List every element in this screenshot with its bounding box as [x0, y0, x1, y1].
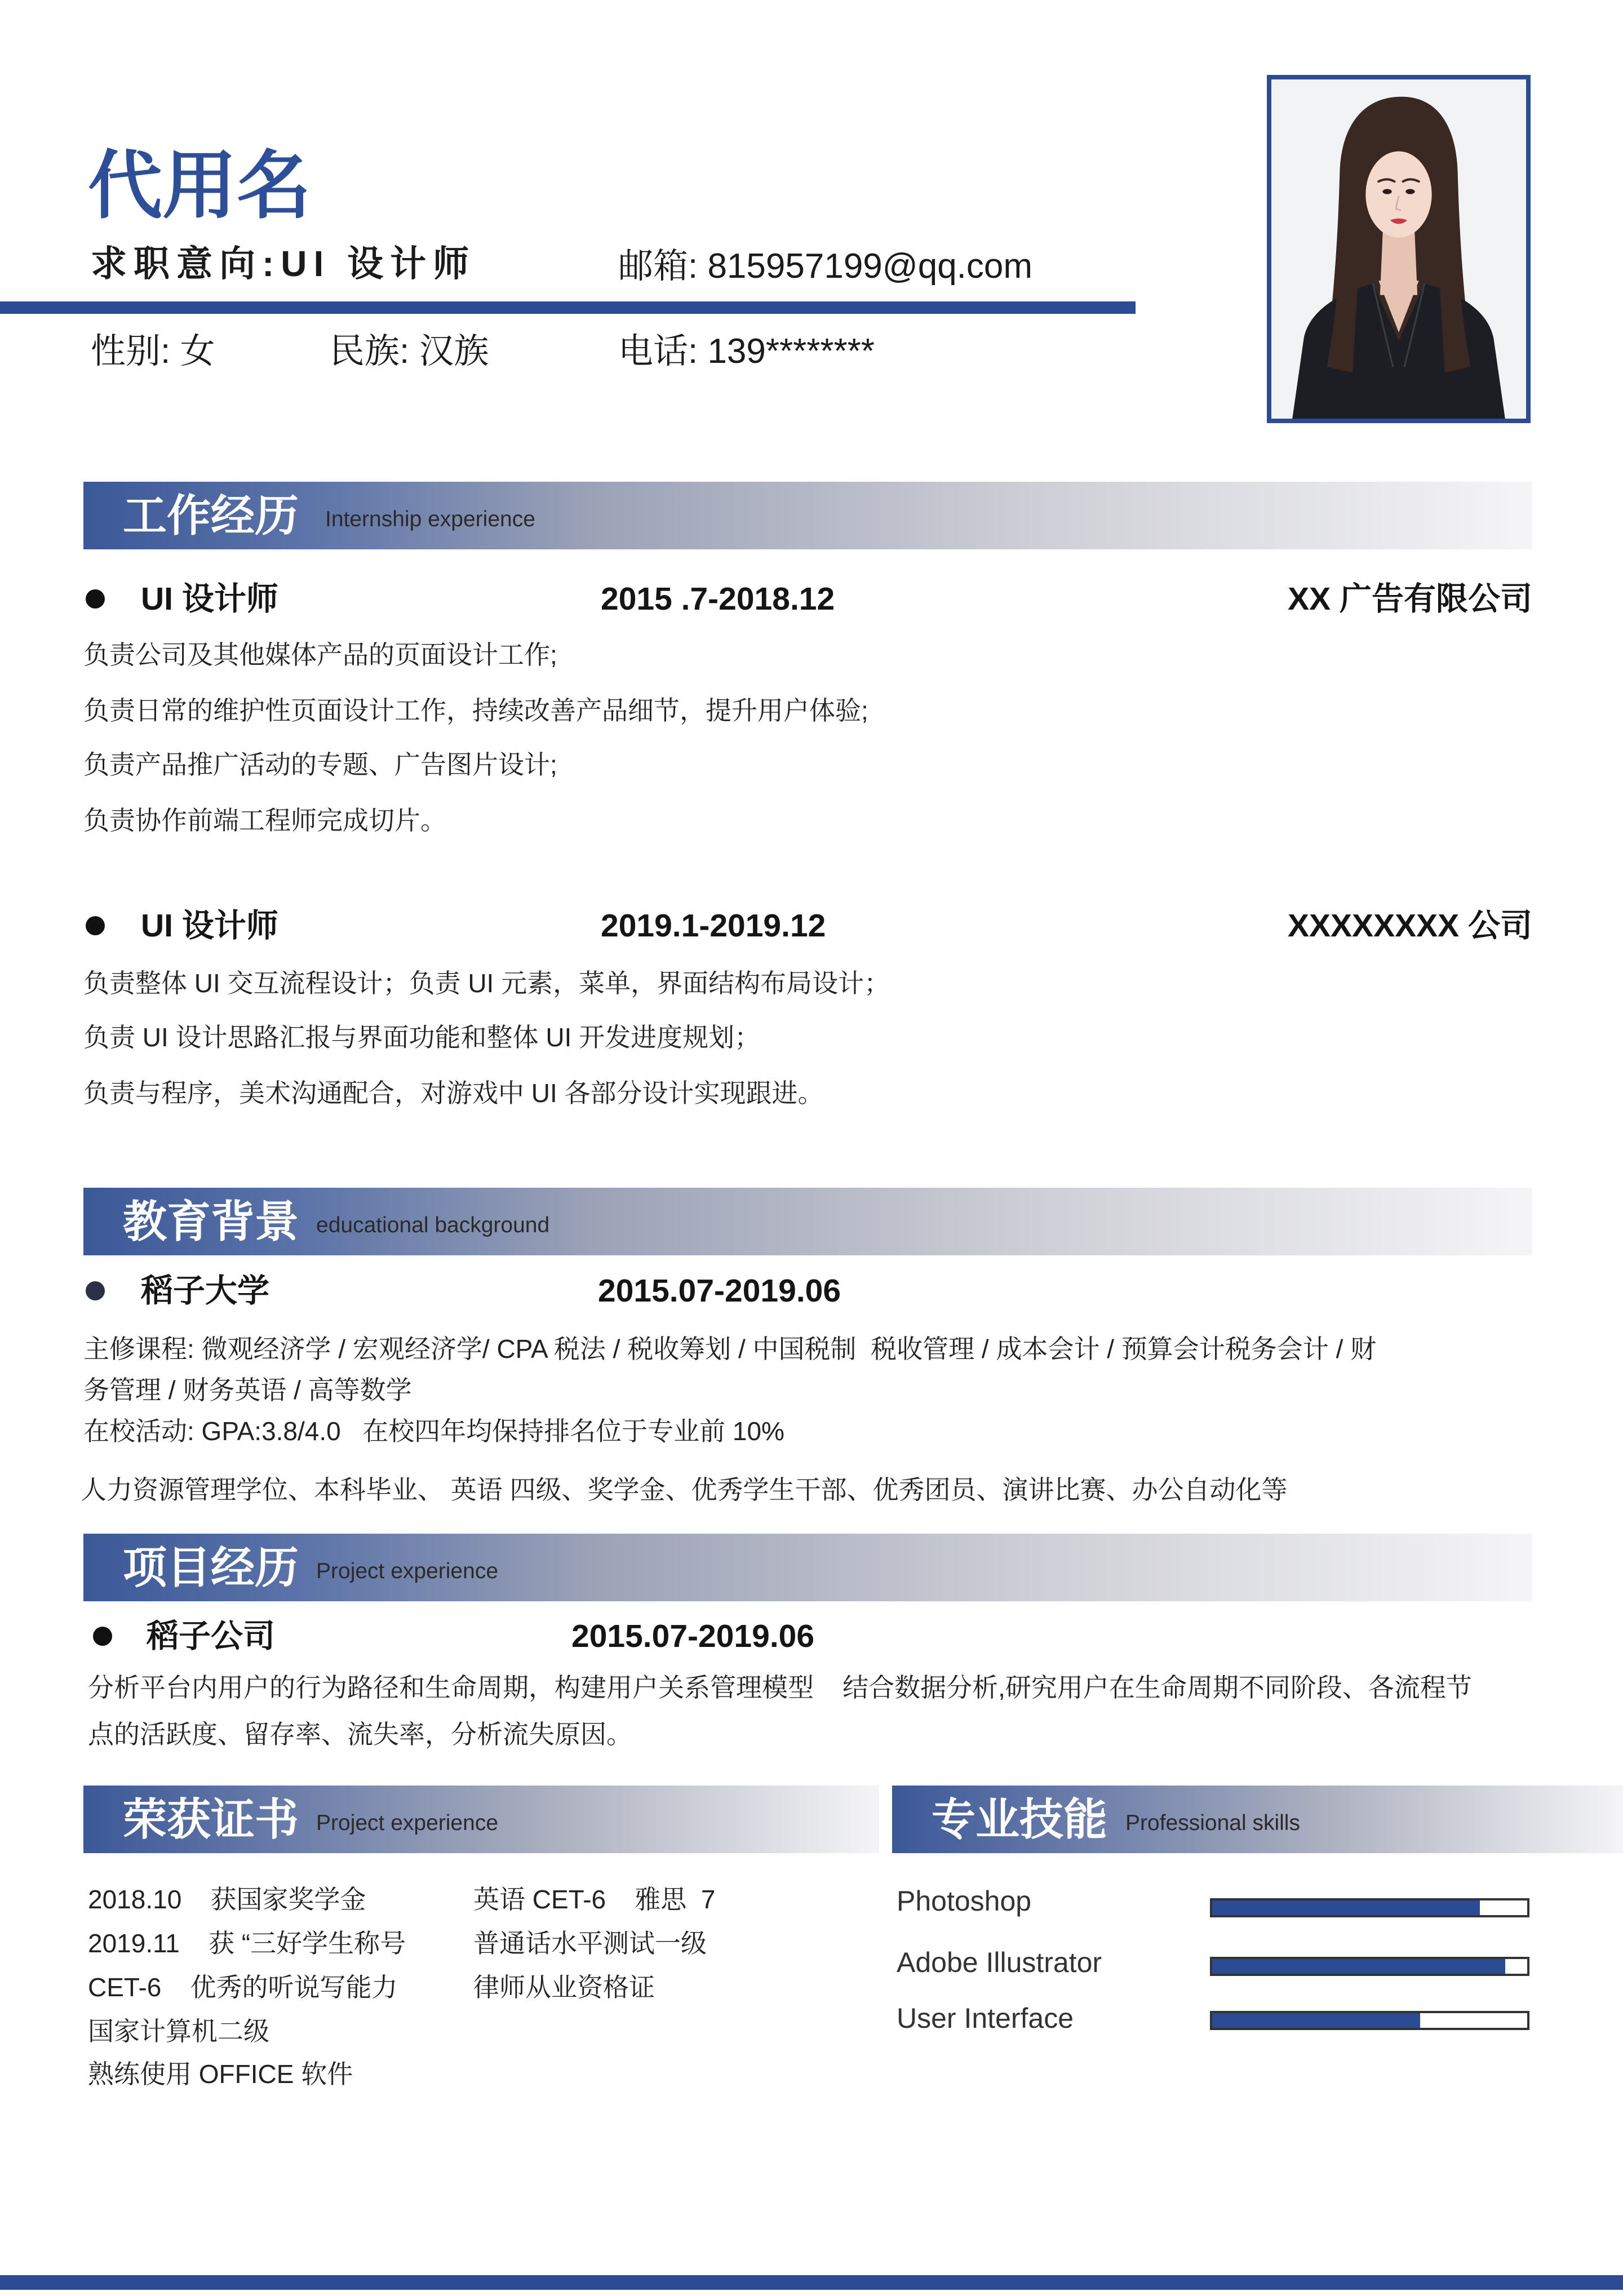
job-duty: 负责整体 UI 交互流程设计；负责 UI 元素，菜单，界面结构布局设计；	[83, 969, 890, 998]
education-detail: 在校活动: GPA:3.8/4.0 在校四年均保持排名位于专业前 10%	[83, 1416, 784, 1446]
education-detail: 人力资源管理学位、本科毕业、 英语 四级、奖学金、优秀学生干部、优秀团员、演讲比赛、办公自动化等	[81, 1475, 1288, 1504]
job-duty: 负责协作前端工程师完成切片。	[83, 806, 446, 835]
candidate-name: 代用名	[88, 144, 311, 227]
job-period: 2019.1-2019.12	[601, 908, 826, 944]
profile-photo	[1267, 75, 1531, 423]
education-period: 2015.07-2019.06	[598, 1273, 841, 1309]
job-duty: 负责日常的维护性页面设计工作，持续改善产品细节，提升用户体验;	[83, 696, 868, 725]
gender: 性别: 女	[91, 332, 215, 371]
section-header-education	[83, 1188, 1532, 1255]
skill-level-bar	[1210, 1957, 1529, 1976]
skill-level-bar	[1210, 2011, 1529, 2030]
section-title: 工作经历	[123, 491, 299, 540]
bullet-icon	[86, 916, 105, 935]
job-company: XX 广告有限公司	[1288, 581, 1532, 617]
section-title: 项目经历	[123, 1543, 299, 1592]
section-header-certificates	[83, 1786, 879, 1853]
certificate-item: 普通话水平测试一级	[473, 1929, 707, 1958]
profile-photo-image	[1271, 79, 1526, 419]
job-company: XXXXXXXX 公司	[1288, 908, 1532, 944]
job-duty: 负责 UI 设计思路汇报与界面功能和整体 UI 开发进度规划；	[83, 1023, 761, 1052]
portrait-eye-right	[1405, 189, 1414, 194]
job-duty: 负责与程序，美术沟通配合，对游戏中 UI 各部分设计实现跟进。	[83, 1078, 824, 1108]
certificate-item: 英语 CET-6 雅思 7	[473, 1885, 716, 1914]
skill-name: User Interface	[897, 2002, 1074, 2034]
project-detail: 点的活跃度、留存率、流失率，分析流失原因。	[88, 1720, 632, 1749]
footer-bar	[0, 2275, 1623, 2290]
certificate-item: 2019.11 获 “三好学生称号	[88, 1929, 406, 1958]
header-divider	[0, 301, 1136, 314]
skill-level-fill	[1212, 1959, 1505, 1974]
section-subtitle: Professional skills	[1125, 1811, 1300, 1835]
section-subtitle: Internship experience	[325, 507, 535, 531]
phone: 电话: 139********	[618, 332, 875, 371]
education-detail: 务管理 / 财务英语 / 高等数学	[83, 1375, 412, 1405]
portrait-eye-left	[1382, 189, 1391, 194]
section-subtitle: Project experience	[316, 1559, 499, 1583]
job-position: UI 设计师	[141, 581, 278, 617]
certificate-item: 熟练使用 OFFICE 软件	[88, 2059, 353, 2089]
section-subtitle: educational background	[316, 1213, 550, 1237]
section-header-work	[83, 482, 1532, 549]
job-duty: 负责产品推广活动的专题、广告图片设计;	[83, 750, 557, 779]
job-intention: 求职意向:UI 设计师	[91, 243, 476, 284]
certificate-item: CET-6 优秀的听说写能力	[88, 1973, 398, 2002]
bullet-icon	[86, 1281, 105, 1300]
bullet-icon	[86, 589, 105, 609]
education-detail: 主修课程: 微观经济学 / 宏观经济学/ CPA 税法 / 税收筹划 / 中国税制 税收管理 / 成本会计 / 预算会计税务会计 / 财	[83, 1334, 1377, 1364]
certificate-item: 2018.10 获国家奖学金	[88, 1885, 366, 1914]
skill-name: Adobe Illustrator	[897, 1947, 1102, 1978]
section-header-project	[83, 1534, 1532, 1601]
skill-level-fill	[1212, 1900, 1480, 1915]
project-detail: 分析平台内用户的行为路径和生命周期，构建用户关系管理模型 结合数据分析,研究用户在生命周期不同阶段、各流程节	[88, 1673, 1472, 1702]
project-period: 2015.07-2019.06	[571, 1618, 815, 1654]
job-duty: 负责公司及其他媒体产品的页面设计工作;	[83, 640, 557, 669]
bullet-icon	[93, 1627, 112, 1646]
section-title: 专业技能	[932, 1795, 1108, 1844]
certificate-item: 律师从业资格证	[473, 1973, 655, 2002]
section-subtitle: Project experience	[316, 1811, 499, 1835]
school-name: 稻子大学	[141, 1273, 269, 1309]
section-title: 荣获证书	[123, 1795, 299, 1844]
skill-name: Photoshop	[897, 1885, 1032, 1917]
job-period: 2015 .7-2018.12	[601, 581, 835, 617]
skill-level-fill	[1212, 2013, 1420, 2028]
section-header-skills	[892, 1786, 1623, 1853]
email: 邮箱: 815957199@qq.com	[618, 247, 1033, 286]
ethnicity: 民族: 汉族	[330, 332, 489, 371]
project-company: 稻子公司	[147, 1618, 275, 1654]
portrait-face	[1365, 152, 1431, 238]
section-title: 教育背景	[123, 1197, 299, 1246]
skill-level-bar	[1210, 1898, 1529, 1917]
certificate-item: 国家计算机二级	[88, 2017, 269, 2046]
job-position: UI 设计师	[141, 908, 278, 944]
